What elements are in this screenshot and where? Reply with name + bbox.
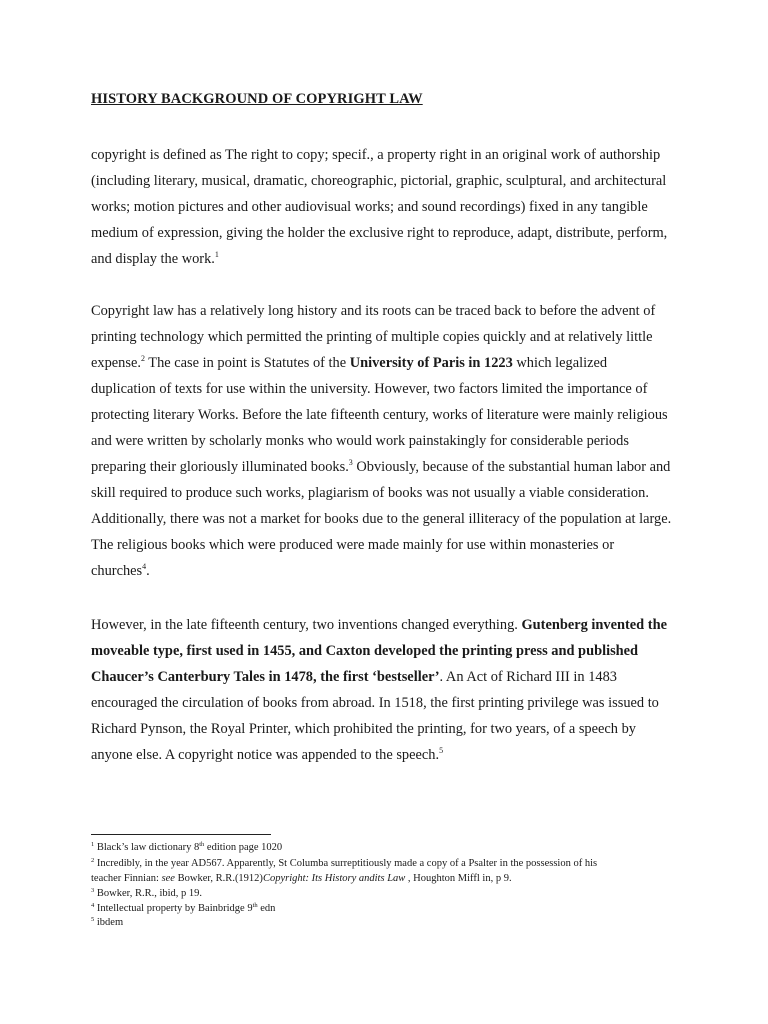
text-line: (including literary, musical, dramatic, choreographic, pictorial, graphic, sculptural, and architectural bbox=[91, 173, 667, 189]
text-line bbox=[91, 664, 691, 690]
footnote-5 bbox=[91, 915, 123, 930]
text-run: and display the work. bbox=[91, 251, 215, 267]
text-run: edition page 1020 bbox=[204, 842, 283, 853]
text-run: . An Act of Richard III in 1483 bbox=[439, 669, 617, 685]
footnote-ref-4: 4 bbox=[142, 562, 147, 571]
footnote-mark: 3 bbox=[91, 887, 95, 894]
text-run: , Houghton Miffl in, p 9. bbox=[405, 873, 512, 884]
text-run: edn bbox=[257, 903, 276, 914]
bold-text: Gutenberg invented the bbox=[521, 617, 667, 633]
text-line bbox=[91, 742, 691, 768]
text-run: churches bbox=[91, 563, 143, 579]
text-run: The case in point is Statutes of the bbox=[144, 355, 350, 371]
text-line: medium of expression, giving the holder the exclusive right to reproduce, adapt, distribute, perform, bbox=[91, 225, 668, 241]
footnote-ref-1: 1 bbox=[214, 250, 219, 259]
italic-text: Copyright: Its History andits Law bbox=[262, 873, 406, 884]
footnote-mark: 5 bbox=[91, 916, 95, 923]
text-run: However, in the late fifteenth century, two inventions changed everything. bbox=[91, 617, 522, 633]
footnote-2-continued bbox=[91, 871, 512, 886]
footnote-ref-5: 5 bbox=[439, 746, 444, 755]
footnote-divider bbox=[91, 834, 271, 835]
text-line: The religious books which were produced were made mainly for use within monasteries or bbox=[91, 537, 615, 553]
text-run: Incredibly, in the year AD567. Apparently, St Columba surreptitiously made a copy of a Psalter in the possession of his bbox=[94, 858, 598, 869]
text-run: Bowker, R.R., ibid, p 19. bbox=[94, 888, 203, 899]
text-run: preparing their gloriously illuminated books. bbox=[91, 459, 349, 475]
text-line: and were written by scholarly monks who would work painstakingly for considerable periods bbox=[91, 433, 629, 449]
text-line: Richard Pynson, the Royal Printer, which prohibited the printing, for two years, of a speech by bbox=[91, 721, 636, 737]
text-line bbox=[91, 558, 691, 584]
paragraph-history bbox=[91, 298, 691, 584]
text-line: copyright is defined as The right to copy; specif., a property right in an original work of authorship bbox=[91, 147, 661, 163]
text-line bbox=[91, 350, 691, 376]
text-run: Obviously, because of the substantial human labor and bbox=[352, 459, 671, 475]
footnote-mark: 4 bbox=[91, 902, 95, 909]
text-run: Black’s law dictionary 8 bbox=[94, 842, 200, 853]
footnote-ref-3: 3 bbox=[348, 458, 353, 467]
text-line bbox=[91, 454, 691, 480]
text-run: anyone else. A copyright notice was appended to the speech. bbox=[91, 747, 440, 763]
footnote-3 bbox=[91, 886, 202, 901]
text-line bbox=[91, 638, 691, 664]
bold-text: University of Paris in 1223 bbox=[349, 355, 513, 371]
text-run: Bowker, R.R.(1912) bbox=[174, 873, 263, 884]
footnote-ref-2: 2 bbox=[140, 354, 145, 363]
text-line: Additionally, there was not a market for books due to the general illiteracy of the population at large. bbox=[91, 511, 672, 527]
text-run: teacher Finnian: bbox=[91, 873, 162, 884]
text-line bbox=[91, 246, 691, 272]
text-line: printing technology which permitted the printing of multiple copies quickly and at relatively little bbox=[91, 329, 653, 345]
text-line: duplication of texts for use within the university. However, two factors limited the importance of bbox=[91, 381, 648, 397]
text-line: encouraged the circulation of books from abroad. In 1518, the first printing privilege was issued to bbox=[91, 695, 659, 711]
footnote-2 bbox=[91, 856, 597, 871]
text-line bbox=[91, 612, 691, 638]
text-line: Copyright law has a relatively long history and its roots can be traced back to before the advent of bbox=[91, 303, 656, 319]
paragraph-definition bbox=[91, 142, 691, 272]
text-run: Intellectual property by Bainbridge 9 bbox=[94, 903, 253, 914]
text-line: skill required to produce such works, plagiarism of books was not usually a viable consideration. bbox=[91, 485, 649, 501]
text-run: . bbox=[146, 563, 150, 579]
text-run: which legalized bbox=[512, 355, 608, 371]
footnote-mark: 2 bbox=[91, 857, 95, 864]
footnote-4 bbox=[91, 901, 275, 916]
bold-text: moveable type, first used in 1455, and Caxton developed the printing press and published bbox=[91, 643, 639, 659]
italic-text: see bbox=[161, 873, 175, 884]
ordinal-suffix: th bbox=[199, 841, 205, 848]
footnote-mark: 1 bbox=[91, 841, 95, 848]
bold-text: Chaucer’s Canterbury Tales in 1478, the first ‘bestseller’ bbox=[91, 669, 440, 685]
text-line: protecting literary Works. Before the late fifteenth century, works of literature were mainly religious bbox=[91, 407, 668, 423]
text-run: expense. bbox=[91, 355, 141, 371]
ordinal-suffix: th bbox=[252, 902, 258, 909]
page-title: HISTORY BACKGROUND OF COPYRIGHT LAW bbox=[91, 91, 423, 107]
paragraph-inventions bbox=[91, 612, 691, 768]
text-line: works; motion pictures and other audiovisual works; and sound recordings) fixed in any tangible bbox=[91, 199, 648, 215]
footnote-1 bbox=[91, 840, 282, 855]
text-run: ibdem bbox=[94, 917, 124, 928]
